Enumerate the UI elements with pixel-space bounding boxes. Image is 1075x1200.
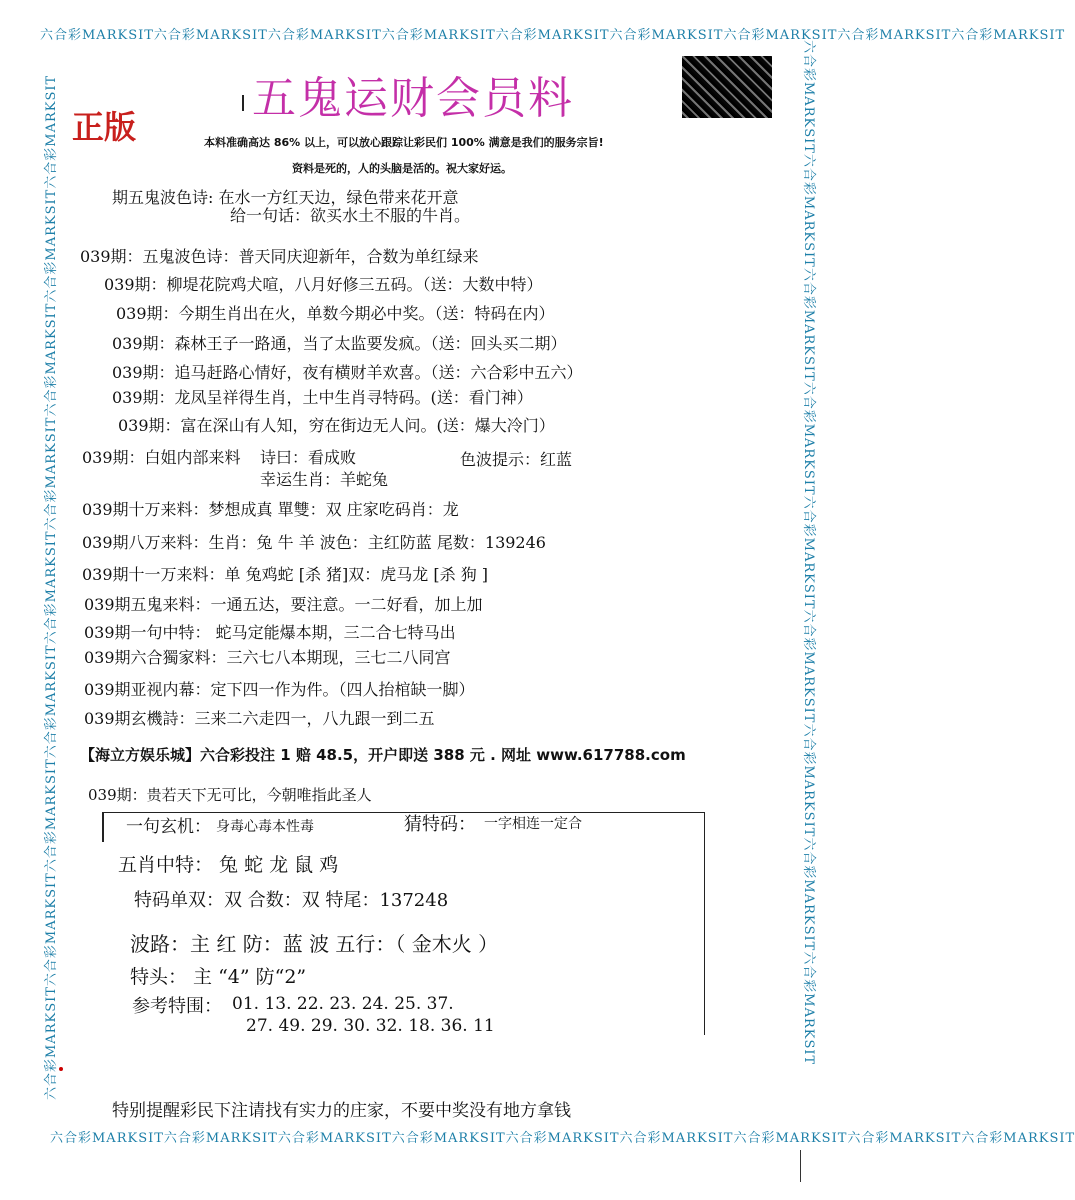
head-line: 特头： 主 “4” 防“2” bbox=[130, 966, 307, 988]
entry-line: 039期：五鬼波色诗：普天同庆迎新年，合数为单红绿来 bbox=[80, 247, 479, 266]
poem-line-2: 给一句话：欲买水土不服的牛肖。 bbox=[230, 206, 471, 225]
entry-line: 039期：今期生肖出在火，单数今期必中奖。（送：特码在内） bbox=[116, 304, 555, 323]
border-watermark-left: 六合彩MARKSIT六合彩MARKSIT六合彩MARKSIT六合彩MARKSIT六合彩MARKSIT六合彩MARKSIT六合彩MARKSIT六合彩MARKSIT六合彩MARKSIT bbox=[44, 74, 59, 1100]
inside-lucky: 幸运生肖：羊蛇兔 bbox=[260, 470, 389, 489]
guess-label: 猜特码： bbox=[404, 814, 476, 835]
king-line: 039期：贵若天下无可比，今朝唯指此圣人 bbox=[88, 786, 372, 804]
info-line: 039期八万来料：生肖：兔 牛 羊 波色：主红防蓝 尾数：139246 bbox=[82, 533, 546, 552]
page-edge-line bbox=[800, 1150, 801, 1182]
red-dot-mark bbox=[59, 1067, 63, 1071]
five-zodiac-line: 五肖中特： 兔 蛇 龙 鼠 鸡 bbox=[118, 854, 339, 876]
entry-line: 039期：富在深山有人知，穷在街边无人问。(送：爆大冷门） bbox=[118, 416, 555, 435]
inside-label: 039期：白姐内部来料 bbox=[82, 448, 241, 467]
reference-label: 参考特围： bbox=[132, 996, 222, 1017]
entry-line: 039期：森林王子一路通，当了太监要发疯。（送：回头买二期） bbox=[112, 334, 567, 353]
riddle-text: 身毒心毒本性毒 bbox=[216, 819, 314, 835]
qr-code-image bbox=[682, 56, 772, 118]
poem-line-1: 期五鬼波色诗: 在水一方红天边，绿色带来花开意 bbox=[112, 188, 459, 207]
advertisement-line: 【海立方娱乐城】六合彩投注 1 赔 48.5，开户即送 388 元 . 网址 www.617788.com bbox=[80, 746, 686, 764]
info-line: 039期一句中特： 蛇马定能爆本期，三二合七特马出 bbox=[84, 623, 456, 642]
entry-line: 039期：龙凤呈祥得生肖，土中生肖寻特码。(送：看门神） bbox=[112, 388, 533, 407]
prediction-box-corner bbox=[102, 812, 104, 842]
entry-line: 039期：追马赶路心情好，夜有横财羊欢喜。（送：六合彩中五六） bbox=[112, 363, 583, 382]
title-divider bbox=[242, 95, 244, 111]
info-line: 039期十万来料：梦想成真 單雙：双 庄家吃码肖：龙 bbox=[82, 500, 459, 519]
border-watermark-top: 六合彩MARKSIT六合彩MARKSIT六合彩MARKSIT六合彩MARKSIT六合彩MARKSIT六合彩MARKSIT六合彩MARKSIT六合彩MARKSIT六合彩MARKSIT bbox=[40, 28, 1066, 43]
info-line: 039期亚视内幕：定下四一作为件。（四人抬棺缺一脚） bbox=[84, 680, 475, 699]
reference-numbers-2: 27. 49. 29. 30. 32. 18. 36. 11 bbox=[246, 1016, 495, 1036]
inside-poem: 诗曰：看成败 bbox=[260, 448, 357, 467]
footer-warning: 特别提醒彩民下注请找有实力的庄家，不要中奖没有地方拿钱 bbox=[112, 1101, 571, 1121]
border-watermark-bottom: 六合彩MARKSIT六合彩MARKSIT六合彩MARKSIT六合彩MARKSIT六合彩MARKSIT六合彩MARKSIT六合彩MARKSIT六合彩MARKSIT六合彩MARKSIT bbox=[50, 1131, 1075, 1146]
riddle-label: 一句玄机： bbox=[126, 817, 211, 837]
page-title: 五鬼运财会员料 bbox=[252, 73, 574, 124]
info-line: 039期五鬼来料：一通五达，要注意。一二好看，加上加 bbox=[84, 595, 483, 614]
inside-wave: 色波提示：红蓝 bbox=[460, 450, 573, 469]
reference-numbers-1: 01. 13. 22. 23. 24. 25. 37. bbox=[232, 994, 454, 1014]
odd-even-line: 特码单双：双 合数：双 特尾：137248 bbox=[134, 890, 449, 911]
info-line: 039期六合獨家料：三六七八本期现，三七二八同宫 bbox=[84, 648, 451, 667]
subtitle-accuracy: 本料准确高达 86% 以上，可以放心跟踪让彩民们 100% 满意是我们的服务宗旨! bbox=[204, 136, 604, 149]
border-watermark-right: 六合彩MARKSIT六合彩MARKSIT六合彩MARKSIT六合彩MARKSIT六合彩MARKSIT六合彩MARKSIT六合彩MARKSIT六合彩MARKSIT六合彩MARKSIT bbox=[801, 40, 816, 1066]
info-line: 039期玄機詩：三来二六走四一，八九跟一到二五 bbox=[84, 709, 435, 728]
edition-label: 正版 bbox=[72, 108, 137, 146]
entry-line: 039期：柳堤花院鸡犬喧，八月好修三五码。（送：大数中特） bbox=[104, 275, 543, 294]
info-line: 039期十一万来料：单 兔鸡蛇 [杀 猪]双：虎马龙 [杀 狗 ] bbox=[82, 565, 489, 584]
wave-line: 波路：主 红 防：蓝 波 五行：（ 金木火 ） bbox=[130, 932, 499, 956]
guess-text: 一字相连一定合 bbox=[484, 816, 582, 832]
subtitle-luck: 资料是死的，人的头脑是活的。祝大家好运。 bbox=[292, 162, 512, 175]
